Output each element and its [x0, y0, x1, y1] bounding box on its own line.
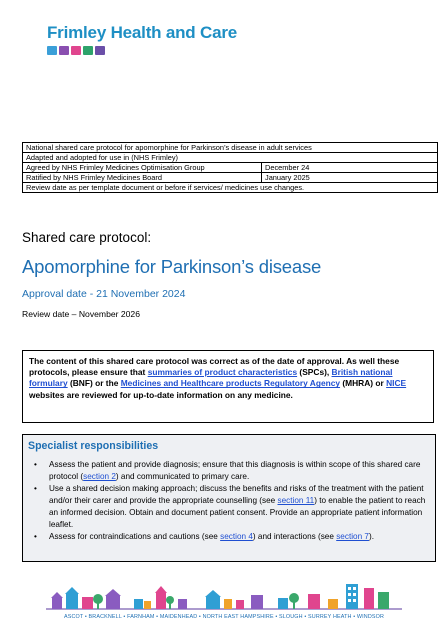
table-row	[23, 163, 438, 173]
section-7-link[interactable]: section 7	[336, 532, 369, 541]
notice-text: (BNF) or the	[67, 378, 121, 389]
list-item	[49, 459, 429, 483]
logo-icon-row	[47, 46, 237, 55]
table-row	[23, 143, 438, 153]
nice-link[interactable]: NICE	[386, 378, 407, 389]
section-11-link[interactable]: section 11	[277, 496, 315, 505]
responsibility-list	[23, 459, 429, 543]
list-item-text: Assess for contraindications and cautions (see	[49, 532, 221, 541]
table-cell: Ratified by NHS Frimley Medicines Board	[23, 173, 262, 183]
table-cell: Review date as per template document or before if services/ medicines use changes.	[23, 183, 438, 193]
spc-link[interactable]: summaries of product characteristics	[147, 367, 298, 378]
list-item-text: Use a shared decision making approach; discuss the benefits and risks of the treatment with the patient and/or their carer and provide the appropriate counselling (see	[49, 484, 424, 505]
notice-text: The content of this shared care protocol was correct as of the date of approval. As well these protocols, please ensure that	[29, 356, 400, 378]
list-item	[49, 483, 429, 531]
logo-square-icon	[59, 46, 69, 55]
section-4-link[interactable]: section 4	[220, 532, 253, 541]
town-skyline-illustration	[46, 574, 402, 610]
list-item-text: ) and interactions (see	[252, 532, 337, 541]
table-cell: December 24	[262, 163, 438, 173]
list-item-text: ).	[368, 532, 374, 541]
list-item-text: ) and communicated to primary care.	[115, 472, 250, 481]
table-cell: National shared care protocol for apomorphine for Parkinson’s disease in adult services	[23, 143, 438, 153]
org-logo	[47, 24, 237, 55]
document-type-label: Shared care protocol:	[22, 230, 152, 245]
notice-text: websites are reviewed for up-to-date information on any medicine.	[29, 389, 293, 400]
approval-date: Approval date - 21 November 2024	[22, 288, 186, 300]
table-cell: Agreed by NHS Frimley Medicines Optimisation Group	[23, 163, 262, 173]
list-item-text: ) to enable the patient to reach an informed decision. Obtain and document patient consent. Provide an appropriate patient information leaflet.	[49, 496, 426, 529]
logo-square-icon	[47, 46, 57, 55]
notice-text: (MHRA) or	[340, 378, 387, 389]
specialist-responsibilities-box	[22, 434, 436, 562]
table-row	[23, 153, 438, 163]
table-row	[23, 173, 438, 183]
table-cell: January 2025	[262, 173, 438, 183]
disclaimer-notice	[22, 350, 434, 423]
protocol-metadata-table	[22, 142, 438, 193]
bnf-link[interactable]: British national formulary	[29, 367, 393, 389]
footer-town-list: ASCOT • BRACKNELL • FARNHAM • MAIDENHEAD • NORTH EAST HAMPSHIRE • SLOUGH • SURREY HEATH • WINDSOR	[64, 614, 384, 620]
notice-text: (SPCs),	[297, 367, 332, 378]
logo-square-icon	[83, 46, 93, 55]
section-heading: Specialist responsibilities	[28, 440, 159, 452]
list-item	[49, 531, 429, 543]
mhra-link[interactable]: Medicines and Healthcare products Regulatory Agency	[120, 378, 341, 389]
list-item-text: Assess the patient and provide diagnosis; ensure that this diagnosis is within scope of this shared care protocol (	[49, 460, 421, 481]
table-row	[23, 183, 438, 193]
logo-heart-icon	[71, 46, 81, 55]
review-date: Review date – November 2026	[22, 309, 140, 319]
org-name: Frimley Health and Care	[47, 23, 238, 42]
section-2-link[interactable]: section 2	[83, 472, 116, 481]
table-cell: Adapted and adopted for use in (NHS Frimley)	[23, 153, 438, 163]
logo-square-icon	[95, 46, 105, 55]
page-title: Apomorphine for Parkinson’s disease	[22, 256, 322, 277]
